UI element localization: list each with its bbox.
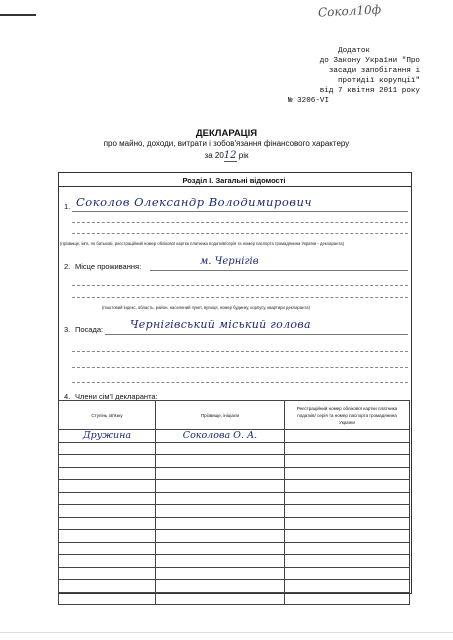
- table-row: [59, 480, 410, 493]
- appendix-note: [288, 46, 420, 106]
- table-row: [59, 430, 410, 443]
- position-label: Посада:: [75, 325, 104, 334]
- empty-cell: [59, 580, 156, 593]
- appendix-line: № 3206-VI: [288, 97, 330, 105]
- relation-cell: [59, 430, 156, 443]
- page-subtitle: про майно, доходи, витрати і зобов'язання фінансового характеру: [103, 139, 350, 148]
- table-row: [59, 592, 410, 605]
- empty-cell: [156, 480, 285, 493]
- empty-cell: [285, 442, 410, 455]
- empty-cell: [59, 567, 156, 580]
- appendix-line: засади запобігання і: [328, 67, 420, 75]
- item-1-line: [72, 211, 408, 212]
- empty-cell: [285, 542, 410, 555]
- empty-cell: [59, 592, 156, 605]
- relation-value: Дружина: [82, 430, 132, 442]
- item-3-line-2: [72, 351, 408, 352]
- declarant-name: Соколов Олександр Володимирович: [76, 195, 313, 209]
- table-row: [59, 517, 410, 530]
- empty-cell: [156, 467, 285, 480]
- empty-cell: [285, 567, 410, 580]
- section-header-rule: [58, 186, 411, 187]
- empty-cell: [285, 530, 410, 543]
- empty-cell: [285, 592, 410, 605]
- empty-cell: [285, 505, 410, 518]
- empty-cell: [156, 442, 285, 455]
- table-row: [59, 580, 410, 593]
- page-title: ДЕКЛАРАЦІЯ: [195, 128, 258, 139]
- item-3-number: 3.: [64, 325, 71, 334]
- item-4-number: 4.: [64, 392, 71, 401]
- empty-cell: [285, 455, 410, 468]
- empty-cell: [59, 517, 156, 530]
- table-header-row: [59, 401, 410, 430]
- table-row: [59, 505, 410, 518]
- empty-cell: [156, 492, 285, 505]
- scan-mark: [0, 14, 36, 16]
- empty-cell: [59, 442, 156, 455]
- item-2-caption: (поштовий індекс, область, район, населений пункт, вулиця, номер будинку, корпусу, квартири декларанта): [102, 305, 310, 310]
- empty-cell: [59, 530, 156, 543]
- member-name-cell: [156, 430, 285, 443]
- table-row: [59, 492, 410, 505]
- appendix-line: протидії корупції": [337, 77, 420, 85]
- appendix-line: Додаток: [338, 47, 370, 55]
- year-value: 12: [223, 150, 237, 161]
- empty-cell: [156, 580, 285, 593]
- empty-cell: [59, 542, 156, 555]
- scan-edge: [0, 632, 453, 633]
- family-members-label: Члени сім'ї декларанта:: [75, 392, 158, 401]
- appendix-line: до Закону України "Про: [319, 57, 420, 65]
- empty-cell: [156, 592, 285, 605]
- table-row: [59, 555, 410, 568]
- item-2-number: 2.: [64, 262, 71, 271]
- section-title: Розділ І. Загальні відомості: [182, 176, 286, 185]
- residence-value: м. Чернігів: [200, 256, 259, 267]
- item-2-line-2: [72, 285, 408, 286]
- item-3-line: [105, 334, 408, 335]
- item-2-line: [150, 270, 408, 271]
- position-value: Чернігівський міський голова: [130, 318, 311, 331]
- empty-cell: [156, 505, 285, 518]
- year-suffix: рік: [236, 151, 249, 160]
- empty-cell: [285, 517, 410, 530]
- empty-cell: [59, 505, 156, 518]
- empty-cell: [59, 455, 156, 468]
- item-3-line-4: [72, 382, 408, 383]
- empty-cell: [156, 555, 285, 568]
- empty-cell: [59, 492, 156, 505]
- family-members-table: [58, 400, 410, 605]
- empty-cell: [156, 517, 285, 530]
- appendix-line: від 7 квітня 2011 року: [319, 87, 420, 95]
- archive-stamp: Сокол10ф: [317, 2, 382, 20]
- year-prefix: за 20: [204, 151, 224, 160]
- table-row: [59, 467, 410, 480]
- empty-cell: [59, 555, 156, 568]
- declaration-year: [0, 150, 453, 161]
- table-row: [59, 455, 410, 468]
- column-header-id: Реєстраційний номер облікової картки платника податків/ серія та номер паспорта громадянина України: [285, 401, 410, 430]
- table-row: [59, 442, 410, 455]
- empty-cell: [285, 467, 410, 480]
- column-header-name: Прізвище, ініціали: [156, 401, 285, 430]
- empty-cell: [156, 542, 285, 555]
- empty-cell: [59, 480, 156, 493]
- member-name-value: Соколова О. А.: [182, 430, 258, 442]
- empty-cell: [285, 480, 410, 493]
- empty-cell: [156, 455, 285, 468]
- residence-label: Місце проживання:: [75, 262, 142, 271]
- item-1-line-3: [72, 233, 408, 234]
- item-1-number: 1.: [64, 202, 71, 211]
- item-3-line-3: [72, 367, 408, 368]
- empty-cell: [156, 530, 285, 543]
- empty-cell: [59, 467, 156, 480]
- member-id-cell: [285, 430, 410, 443]
- table-row: [59, 530, 410, 543]
- item-2-line-3: [72, 297, 408, 298]
- empty-cell: [285, 492, 410, 505]
- table-row: [59, 542, 410, 555]
- table-row: [59, 567, 410, 580]
- column-header-relation: Ступінь зв'язку: [59, 401, 156, 430]
- empty-cell: [156, 567, 285, 580]
- item-1-line-2: [72, 222, 408, 223]
- empty-cell: [285, 580, 410, 593]
- empty-cell: [285, 555, 410, 568]
- item-1-caption: (прізвище, ім'я, по батькові, реєстраційний номер облікової картки платника податків/серія та номер паспорта громадянина України - декларанта): [60, 241, 345, 246]
